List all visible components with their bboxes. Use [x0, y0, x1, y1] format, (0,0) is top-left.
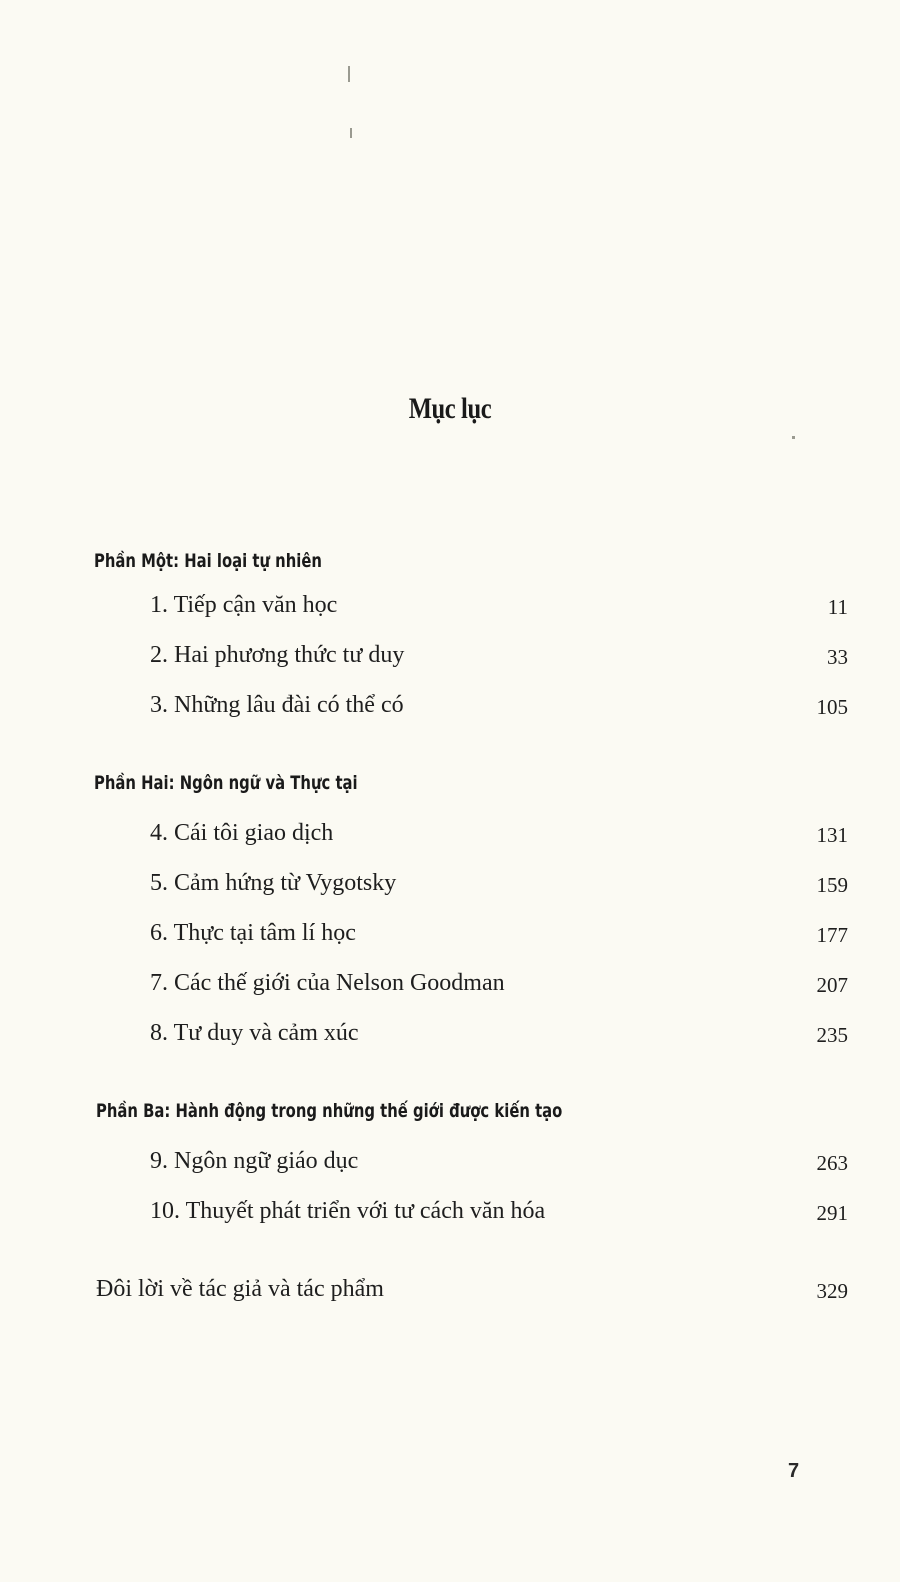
page-number: 11: [827, 595, 848, 619]
toc-title: Mục lục: [408, 392, 492, 425]
chapter-title: 8. Tư duy và cảm xúc: [150, 1020, 359, 1046]
page-number: 177: [816, 923, 848, 947]
toc-entry[interactable]: [150, 820, 848, 850]
toc-entry[interactable]: [150, 970, 848, 1000]
toc-entry[interactable]: [150, 1020, 848, 1050]
page-number: 291: [816, 1201, 848, 1225]
folio-page-number: 7: [788, 1460, 800, 1482]
toc-entry[interactable]: [150, 642, 848, 672]
chapter-title: 5. Cảm hứng từ Vygotsky: [150, 870, 397, 896]
toc-entry[interactable]: [150, 592, 848, 622]
chapter-title: 1. Tiếp cận văn học: [150, 592, 338, 618]
chapter-title: 6. Thực tại tâm lí học: [150, 920, 356, 946]
toc-entry[interactable]: [150, 870, 848, 900]
toc-entry[interactable]: [150, 920, 848, 950]
chapter-title: 9. Ngôn ngữ giáo dục: [150, 1148, 359, 1174]
toc-entry[interactable]: [150, 1148, 848, 1178]
page-number: 33: [827, 645, 848, 669]
chapter-title: 2. Hai phương thức tư duy: [150, 642, 405, 668]
page-number: 131: [816, 823, 848, 847]
page-number: 105: [816, 695, 848, 719]
page-number: 159: [816, 873, 848, 897]
part-heading-2: Phần Hai: Ngôn ngữ và Thực tại: [94, 772, 358, 794]
chapter-title: 10. Thuyết phát triển với tư cách văn hóa: [150, 1198, 546, 1224]
part-heading-1: Phần Một: Hai loại tự nhiên: [94, 550, 322, 572]
chapter-title: 7. Các thế giới của Nelson Goodman: [150, 970, 505, 996]
paper-speck: [350, 128, 352, 138]
toc-entry[interactable]: [150, 1198, 848, 1228]
page-number: 263: [816, 1151, 848, 1175]
chapter-title: 4. Cái tôi giao dịch: [150, 820, 334, 846]
page-number: 235: [816, 1023, 848, 1047]
page-number: 329: [816, 1279, 848, 1303]
afterword-title: Đôi lời về tác giả và tác phẩm: [96, 1276, 384, 1302]
chapter-title: 3. Những lâu đài có thể có: [150, 692, 404, 718]
toc-entry-afterword[interactable]: [96, 1276, 848, 1306]
paper-speck: [792, 436, 795, 439]
toc-entry[interactable]: [150, 692, 848, 722]
paper-speck: [348, 66, 350, 82]
part-heading-3: Phần Ba: Hành động trong những thế giới được kiến tạo: [96, 1100, 563, 1122]
page-number: 207: [816, 973, 848, 997]
